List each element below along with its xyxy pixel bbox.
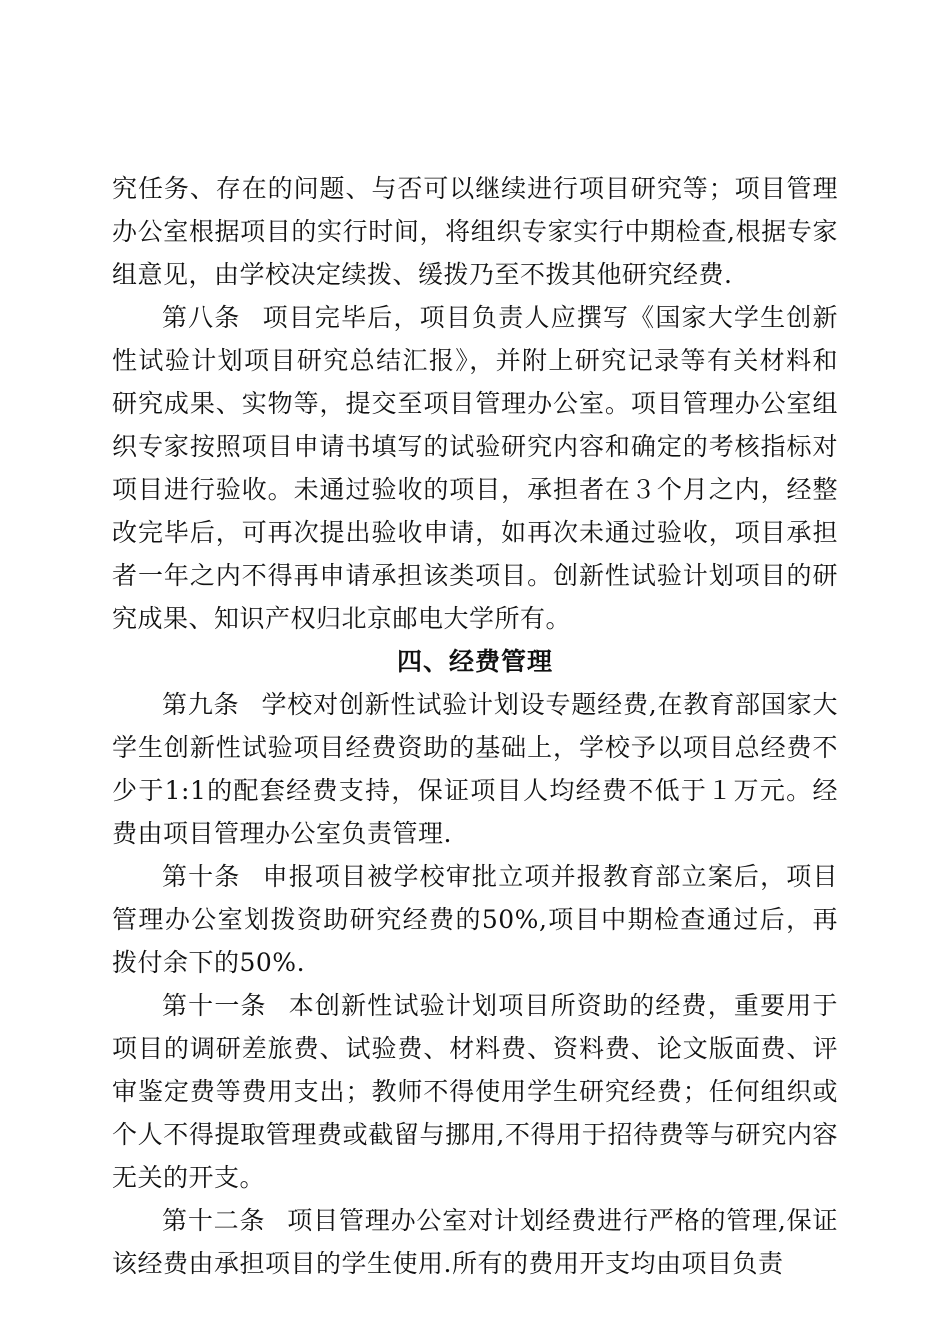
article-label: 第八条 — [162, 303, 241, 332]
paragraph-text: 究任务、存在的问题、与否可以继续进行项目研究等；项目管理办公室根据项目的实行时间，将组织专家实行中期检查,根据专家组意见，由学校决定续拨、缓拨乃至不拨其他研究经费. — [112, 174, 838, 289]
article-label: 第十一条 — [162, 991, 267, 1020]
article-11 — [112, 984, 838, 1199]
document-page — [112, 167, 838, 1285]
article-label: 第九条 — [162, 690, 240, 719]
article-12 — [112, 1199, 838, 1285]
article-10 — [112, 855, 838, 984]
section-heading: 四、经费管理 — [396, 647, 553, 676]
paragraph-text: 项目完毕后，项目负责人应撰写《国家大学生创新性试验计划项目研究总结汇报》，并附上研究记录等有关材料和研究成果、实物等，提交至项目管理办公室。项目管理办公室组织专家按照项目申请书填写的试验研究内容和确定的考核指标对项目进行验收。未通过验收的项目，承担者在３个月之内，经整改完毕后，可再次提出验收申请，如再次未通过验收，项目承担者一年之内不得再申请承担该类项目。创新性试验计划项目的研究成果、知识产权归北京邮电大学所有。 — [112, 303, 838, 633]
article-label: 第十条 — [162, 862, 241, 891]
paragraph-text: 申报项目被学校审批立项并报教育部立案后，项目管理办公室划拨资助研究经费的50%,项目中期检查通过后，再拨付余下的50%. — [112, 862, 838, 977]
article-label: 第十二条 — [162, 1206, 266, 1235]
article-8 — [112, 296, 838, 640]
article-9 — [112, 683, 838, 855]
paragraph-continuation — [112, 167, 838, 296]
paragraph-text: 学校对创新性试验计划设专题经费,在教育部国家大学生创新性试验项目经费资助的基础上，学校予以项目总经费不少于1:1的配套经费支持，保证项目人均经费不低于１万元。经费由项目管理办公室负责管理. — [112, 690, 838, 848]
paragraph-text: 本创新性试验计划项目所资助的经费，重要用于项目的调研差旅费、试验费、材料费、资料费、论文版面费、评审鉴定费等费用支出；教师不得使用学生研究经费；任何组织或个人不得提取管理费或截留与挪用,不得用于招待费等与研究内容无关的开支。 — [112, 991, 838, 1192]
paragraph-text: 项目管理办公室对计划经费进行严格的管理,保证该经费由承担项目的学生使用.所有的费用开支均由项目负责 — [112, 1206, 838, 1278]
